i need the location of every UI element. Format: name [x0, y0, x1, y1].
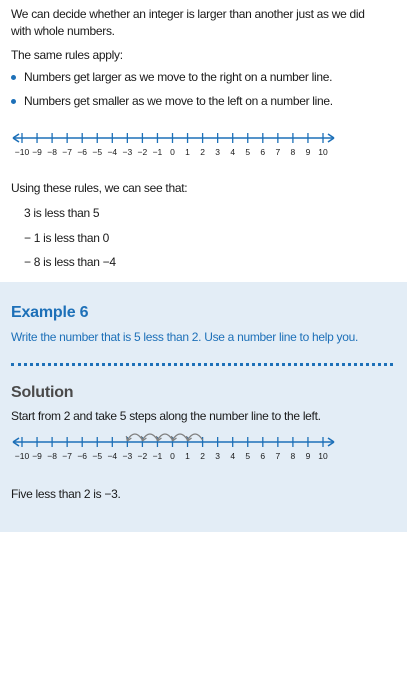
tick-label: −6	[77, 147, 88, 157]
tick-label: 2	[200, 147, 205, 157]
tick-label: −10	[14, 147, 30, 157]
example-question: Write the number that is 5 less than 2. Use a number line to help you.	[11, 330, 358, 344]
tick-label: −3	[122, 147, 133, 157]
intro-line-1: We can decide whether an integer is larger than another just as we did	[11, 7, 365, 21]
list-item-text: Numbers get larger as we move to the right on a number line.	[24, 70, 333, 84]
tick-label: 0	[170, 147, 175, 157]
solution-text: Start from 2 and take 5 steps along the number line to the left.	[11, 409, 321, 423]
tick-label: −1	[152, 147, 163, 157]
list-item	[11, 69, 333, 93]
tick-label: 9	[305, 147, 311, 157]
tick-label: −8	[47, 147, 57, 157]
tick-label: 10	[318, 147, 328, 157]
tick-label: 1	[185, 451, 190, 461]
tick-label: −6	[77, 451, 88, 461]
example-title: Example 6	[11, 304, 89, 321]
tick-label: 8	[290, 451, 296, 461]
tick-label: −10	[14, 451, 30, 461]
tick-label: 1	[185, 147, 190, 157]
list-item	[11, 93, 333, 117]
tick-label: 9	[305, 451, 311, 461]
example-statement: 3 is less than 5	[24, 206, 100, 220]
tick-label: 6	[260, 147, 266, 157]
rules-list	[11, 69, 333, 117]
tick-label: −2	[137, 451, 148, 461]
tick-label: −7	[62, 147, 73, 157]
rules-lead: Using these rules, we can see that:	[11, 181, 188, 195]
tick-label: 0	[170, 451, 175, 461]
tick-label: −8	[47, 451, 57, 461]
tick-label: 5	[245, 147, 251, 157]
tick-label: 10	[318, 451, 328, 461]
tick-label: 4	[230, 451, 236, 461]
tick-label: 3	[215, 147, 221, 157]
rules-intro: The same rules apply:	[11, 48, 123, 62]
tick-label: −5	[92, 451, 103, 461]
tick-label: 7	[275, 451, 281, 461]
tick-label: −5	[92, 147, 103, 157]
tick-label: −1	[152, 451, 163, 461]
dotted-divider	[11, 363, 393, 366]
tick-label: −9	[32, 147, 42, 157]
tick-label: −2	[137, 147, 148, 157]
tick-label: −7	[62, 451, 73, 461]
bullet-icon	[11, 99, 16, 104]
solution-answer: Five less than 2 is −3.	[11, 487, 121, 501]
intro-line-2: with whole numbers.	[11, 24, 115, 38]
list-item-text: Numbers get smaller as we move to the left on a number line.	[24, 94, 333, 108]
solution-title: Solution	[11, 384, 74, 401]
example-statement: − 8 is less than −4	[24, 255, 116, 269]
example-statement: − 1 is less than 0	[24, 231, 109, 245]
tick-label: −4	[107, 147, 118, 157]
bullet-icon	[11, 75, 16, 80]
tick-label: 8	[290, 147, 296, 157]
number-line	[8, 127, 344, 159]
intro-paragraph	[11, 6, 365, 40]
number-line-with-hops	[8, 431, 344, 463]
tick-label: −4	[107, 451, 118, 461]
tick-label: 7	[275, 147, 281, 157]
tick-label: 3	[215, 451, 221, 461]
tick-label: −3	[122, 451, 133, 461]
tick-label: −9	[32, 451, 42, 461]
tick-label: 2	[200, 451, 205, 461]
tick-label: 6	[260, 451, 266, 461]
tick-label: 4	[230, 147, 236, 157]
tick-label: 5	[245, 451, 251, 461]
